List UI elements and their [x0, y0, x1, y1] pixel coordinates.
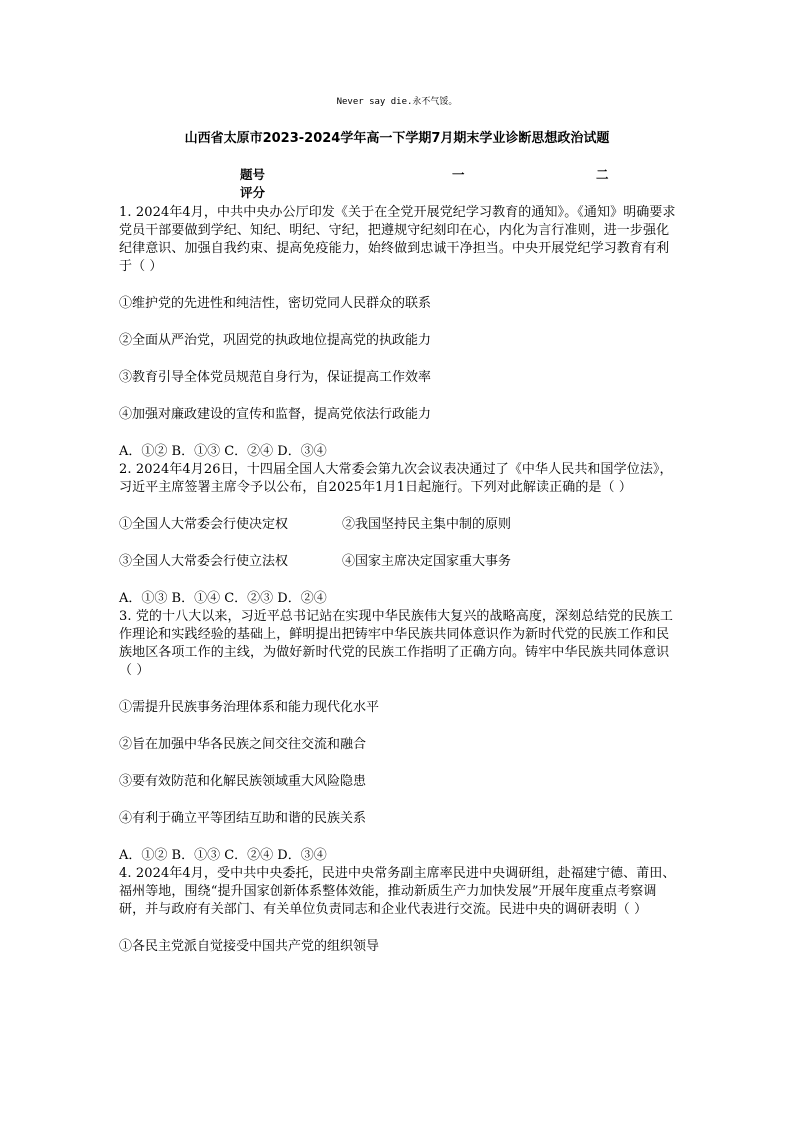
question-option: ①维护党的先进性和纯洁性，密切党同人民群众的联系: [119, 296, 432, 311]
question-4: [119, 865, 679, 956]
question-stem: 3. 党的十八大以来，习近平总书记站在实现中华民族伟大复兴的战略高度，深刻总结党的民族工作理论和实践经验的基础上，鲜明提出把铸牢中华民族共同体意识作为新时代党的民族工作和民族地区各项工作的主线，为做好新时代党的民族工作指明了正确方向。铸牢中华民族共同体意识（ ）: [119, 609, 673, 678]
question-option: ③教育引导全体党员规范自身行为，保证提高工作效率: [119, 370, 432, 385]
question-option-row: [119, 516, 679, 534]
question-3: [119, 608, 679, 865]
answer-choices: A．①② B．①③ C．②④ D．③④: [119, 444, 327, 459]
score-header-section-1: 一: [452, 167, 465, 182]
question-option-row: [119, 553, 679, 571]
question-option: ③全国人大常委会行使立法权: [119, 554, 289, 569]
question-stem: 4. 2024年4月，受中共中央委托，民进中央常务副主席率民进中央调研组，赴福建宁德、莆田、福州等地，围绕“提升国家创新体系整体效能，推动新质生产力加快发展”开展年度重点考察调研，并与政府有关部门、有关单位负责同志和企业代表进行交流。民进中央的调研表明（ ）: [119, 866, 676, 917]
score-table: [238, 166, 638, 202]
page-title: 山西省太原市2023-2024学年高一下学期7月期末学业诊断思想政治试题: [184, 131, 610, 146]
question-option: ①全国人大常委会行使决定权: [119, 517, 289, 532]
question-stem: 2. 2024年4月26日，十四届全国人大常委会第九次会议表决通过了《中华人民共和国学位法》，习近平主席签署主席令予以公布，自2025年1月1日起施行。下列对此解读正确的是（ ）: [119, 462, 673, 495]
answer-choices: A．①③ B．①④ C．②③ D．②④: [119, 591, 327, 606]
question-option: ④国家主席决定国家重大事务: [342, 554, 512, 569]
answer-choices: A．①② B．①③ C．②④ D．③④: [119, 848, 327, 863]
score-header-label: 题号: [240, 167, 266, 182]
question-option: ②我国坚持民主集中制的原则: [342, 517, 512, 532]
question-1: [119, 204, 679, 461]
score-header-section-2: 二: [596, 167, 609, 182]
score-table-header-row: [238, 166, 638, 184]
question-option: ①各民主党派自觉接受中国共产党的组织领导: [119, 939, 380, 954]
score-row-label: 评分: [240, 185, 266, 200]
question-2: [119, 461, 679, 608]
question-option: ②全面从严治党，巩固党的执政地位提高党的执政能力: [119, 333, 432, 348]
question-option: ④加强对廉政建设的宣传和监督，提高党依法行政能力: [119, 407, 432, 422]
score-table-score-row: [238, 184, 638, 202]
question-option: ④有利于确立平等团结互助和谐的民族关系: [119, 811, 367, 826]
question-stem: 1. 2024年4月，中共中央办公厅印发《关于在全党开展党纪学习教育的通知》。《通知》明确要求党员干部要做到学纪、知纪、明纪、守纪，把遵规守纪刻印在心，内化为言行准则，进一步强化纪律意识、加强自我约束、提高免疫能力，始终做到忠诚干净担当。中央开展党纪学习教育有利于（ ）: [119, 205, 676, 274]
question-list: [119, 204, 679, 956]
question-option: ②旨在加强中华各民族之间交往交流和融合: [119, 737, 367, 752]
question-option: ①需提升民族事务治理体系和能力现代化水平: [119, 700, 380, 715]
header-motto: Never say die.永不气馁。: [336, 97, 458, 107]
question-option: ③要有效防范和化解民族领域重大风险隐患: [119, 774, 367, 789]
